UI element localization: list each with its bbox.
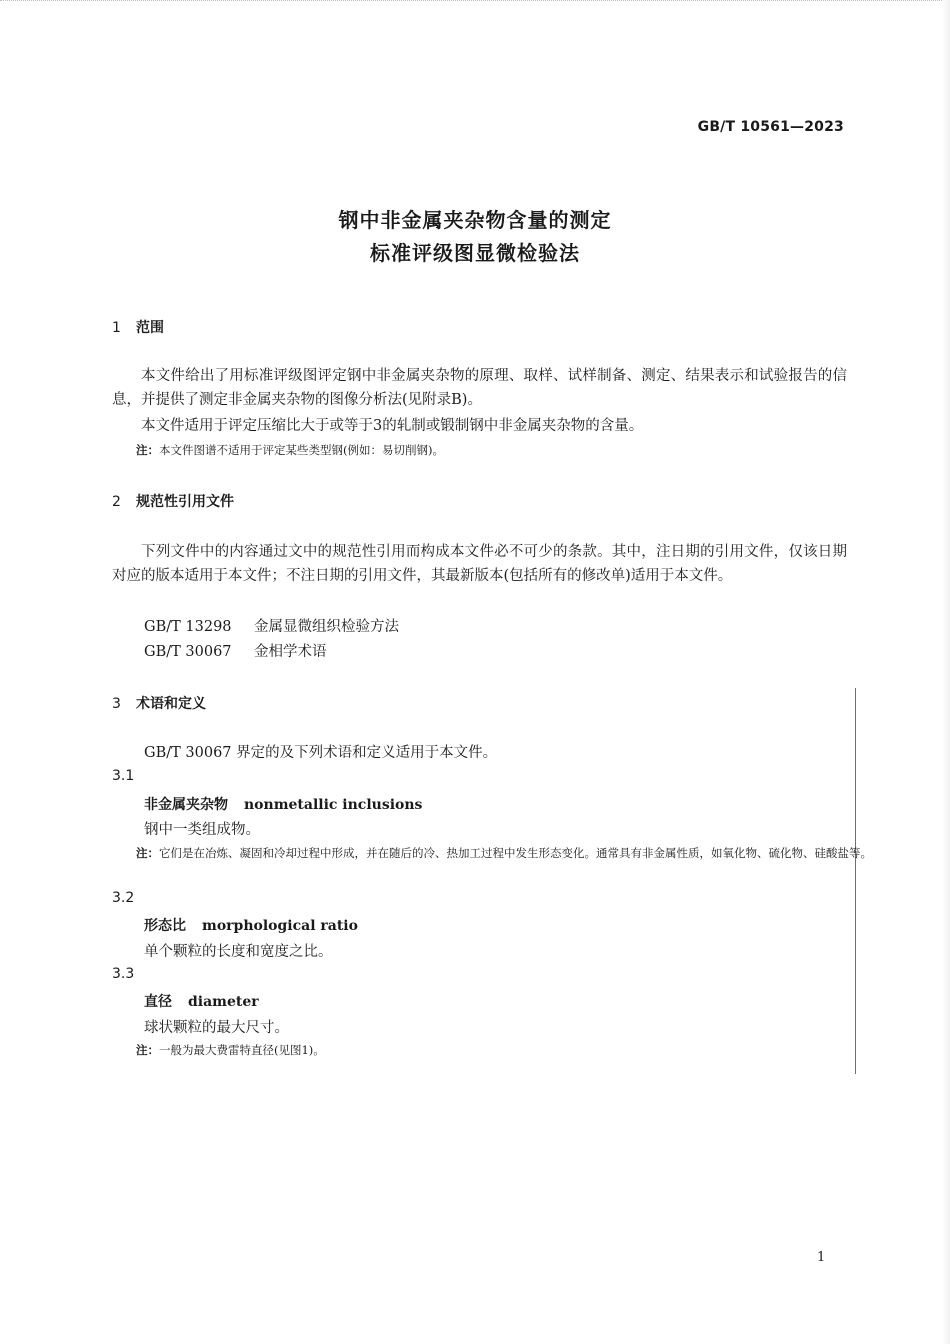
term-zh: 非金属夹杂物 <box>144 797 228 813</box>
term-en: diameter <box>188 994 259 1010</box>
note-label: 注： <box>136 846 159 860</box>
term-definition: 球状颗粒的最大尺寸。 <box>144 1020 289 1036</box>
clause-number: 3.3 <box>112 966 135 982</box>
reference-code: GB/T 30067 <box>144 644 232 660</box>
term-en: morphological ratio <box>202 918 358 934</box>
section-2-heading <box>112 491 234 511</box>
revision-margin-line <box>855 688 856 1074</box>
term-entry <box>144 794 422 814</box>
reference-item <box>144 640 327 661</box>
term-note <box>136 1040 851 1061</box>
section-1-note <box>136 440 851 461</box>
section-1-title: 范围 <box>136 320 164 336</box>
note-label: 注： <box>136 1043 159 1057</box>
section-1-heading <box>112 317 164 337</box>
term-en: nonmetallic inclusions <box>244 797 423 813</box>
document-title <box>0 204 950 270</box>
clause-number: 3.2 <box>112 890 135 906</box>
scan-edge-top <box>0 0 950 7</box>
reference-title: 金属显微组织检验方法 <box>254 619 399 635</box>
term-definition: 钢中一类组成物。 <box>144 822 260 838</box>
reference-item <box>144 615 399 636</box>
section-3-title: 术语和定义 <box>136 696 206 712</box>
term-note <box>136 843 884 864</box>
section-3-intro: GB/T 30067 界定的及下列术语和定义适用于本文件。 <box>144 745 498 761</box>
note-text: 本文件图谱不适用于评定某些类型钢(例如：易切削钢)。 <box>159 443 444 457</box>
section-3-number: 3 <box>112 696 121 712</box>
term-definition: 单个颗粒的长度和宽度之比。 <box>144 944 333 960</box>
reference-code: GB/T 13298 <box>144 619 232 635</box>
section-1-paragraph-1: 本文件给出了用标准评级图评定钢中非金属夹杂物的原理、取样、试样制备、测定、结果表示和试验报告的信息，并提供了测定非金属夹杂物的图像分析法(见附录B)。 <box>112 368 847 408</box>
term-zh: 形态比 <box>144 918 186 934</box>
title-line-1: 钢中非金属夹杂物含量的测定 <box>338 208 612 232</box>
section-1-paragraph-2: 本文件适用于评定压缩比大于或等于3的轧制或锻制钢中非金属夹杂物的含量。 <box>141 418 644 434</box>
section-1-number: 1 <box>112 320 121 336</box>
clause-number: 3.1 <box>112 768 135 784</box>
section-2-title: 规范性引用文件 <box>136 494 234 510</box>
title-line-2: 标准评级图显微检验法 <box>370 241 580 265</box>
page-number: 1 <box>817 1250 826 1265</box>
term-entry <box>144 915 358 935</box>
section-2-number: 2 <box>112 494 121 510</box>
note-text: 它们是在冶炼、凝固和冷却过程中形成，并在随后的冷、热加工过程中发生形态变化。通常具有非金属性质，如氧化物、硫化物、硅酸盐等。 <box>159 846 872 860</box>
note-text: 一般为最大费雷特直径(见图1)。 <box>159 1043 325 1057</box>
scan-edge-right <box>942 0 950 1344</box>
term-entry <box>144 991 259 1011</box>
note-label: 注： <box>136 443 159 457</box>
section-2-paragraph: 下列文件中的内容通过文中的规范性引用而构成本文件必不可少的条款。其中，注日期的引用文件，仅该日期对应的版本适用于本文件；不注日期的引用文件，其最新版本(包括所有的修改单)适用于本文件。 <box>112 544 847 584</box>
term-zh: 直径 <box>144 994 172 1010</box>
section-3-heading <box>112 693 206 713</box>
reference-title: 金相学术语 <box>254 644 327 660</box>
standard-number: GB/T 10561—2023 <box>697 119 844 135</box>
